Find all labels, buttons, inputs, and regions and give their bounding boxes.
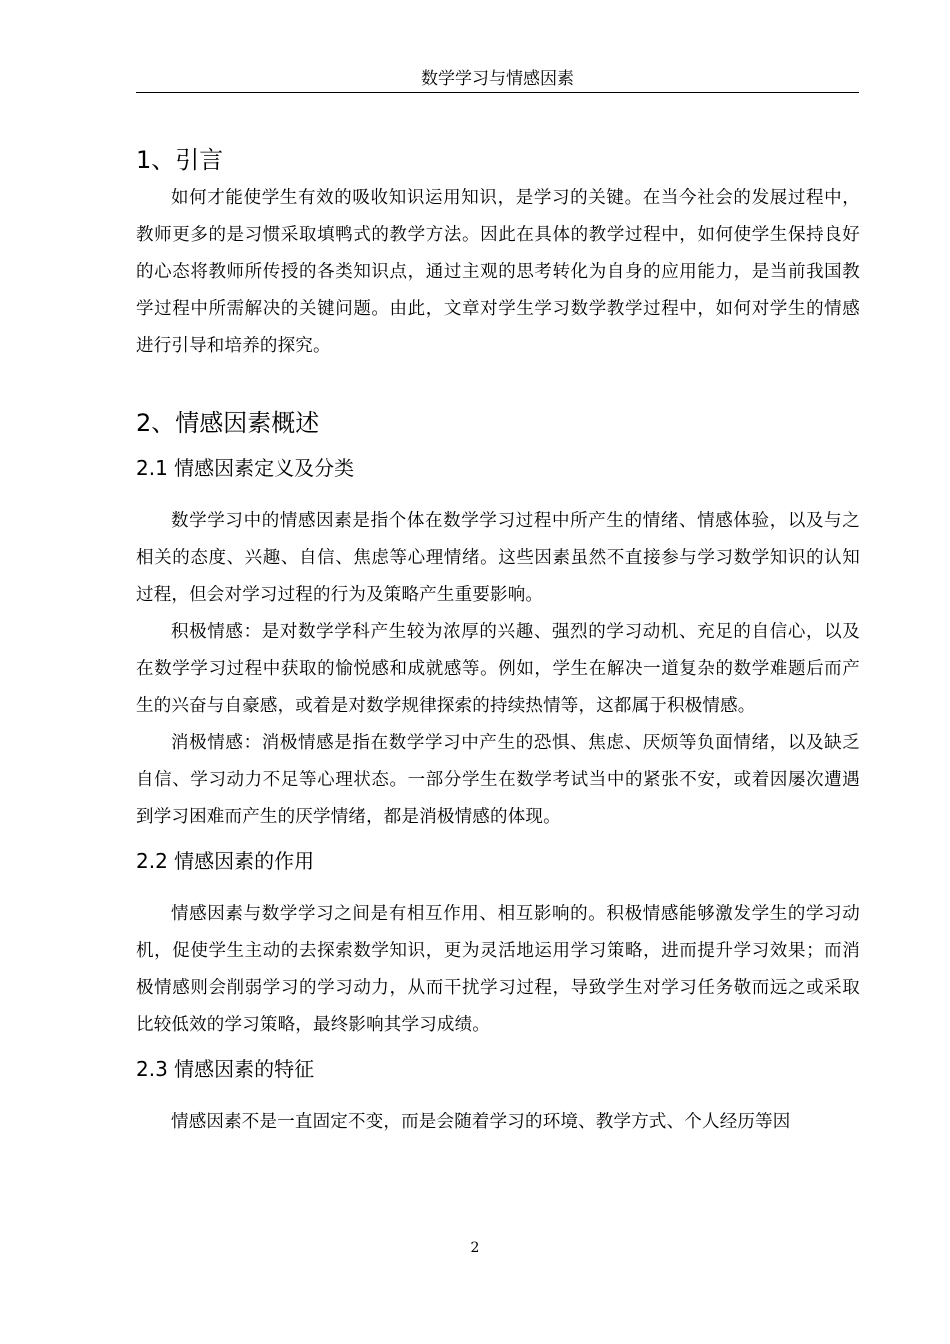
paragraph: 积极情感：是对数学学科产生较为浓厚的兴趣、强烈的学习动机、充足的自信心，以及在数学学习过程中获取的愉悦感和成就感等。例如，学生在解决一道复杂的数学难题后而产生的兴奋与自豪感，或着是对数学规律探索的持续热情等，这都属于积极情感。 xyxy=(136,622,860,716)
section-heading-overview: 2、情感因素概述 xyxy=(136,409,320,437)
paragraph: 情感因素与数学学习之间是有相互作用、相互影响的。积极情感能够激发学生的学习动机，促使学生主动的去探索数学知识，更为灵活地运用学习策略，进而提升学习效果；而消极情感则会削弱学习的学习动力，从而干扰学习过程，导致学生对学习任务敬而远之或采取比较低效的学习策略，最终影响其学习成绩。 xyxy=(136,904,860,1035)
running-header: 数学学习与情感因素 xyxy=(136,66,859,93)
paragraph: 消极情感：消极情感是指在数学学习中产生的恐惧、焦虑、厌烦等负面情绪，以及缺乏自信、学习动力不足等心理状态。一部分学生在数学考试当中的紧张不安，或着因屡次遭遇到学习困难而产生的厌学情绪，都是消极情感的体现。 xyxy=(136,733,860,827)
paragraph: 情感因素不是一直固定不变，而是会随着学习的环境、教学方式、个人经历等因 xyxy=(171,1112,791,1132)
page-number: 2 xyxy=(470,1240,480,1256)
subsection-heading-role: 2.2 情感因素的作用 xyxy=(136,849,315,873)
subsection-heading-definition: 2.1 情感因素定义及分类 xyxy=(136,456,355,480)
document-body xyxy=(136,140,860,1141)
paragraph: 如何才能使学生有效的吸收知识运用知识，是学习的关键。在当今社会的发展过程中，教师更多的是习惯采取填鸭式的教学方法。因此在具体的教学过程中，如何使学生保持良好的心态将教师所传授的各类知识点，通过主观的思考转化为自身的应用能力，是当前我国教学过程中所需解决的关键问题。由此，文章对学生学习数学教学过程中，如何对学生的情感进行引导和培养的探究。 xyxy=(136,188,860,356)
section-heading-introduction: 1、引言 xyxy=(136,146,224,174)
subsection-heading-features: 2.3 情感因素的特征 xyxy=(136,1057,315,1081)
paragraph: 数学学习中的情感因素是指个体在数学学习过程中所产生的情绪、情感体验，以及与之相关的态度、兴趣、自信、焦虑等心理情绪。这些因素虽然不直接参与学习数学知识的认知过程，但会对学习过程的行为及策略产生重要影响。 xyxy=(136,511,860,605)
